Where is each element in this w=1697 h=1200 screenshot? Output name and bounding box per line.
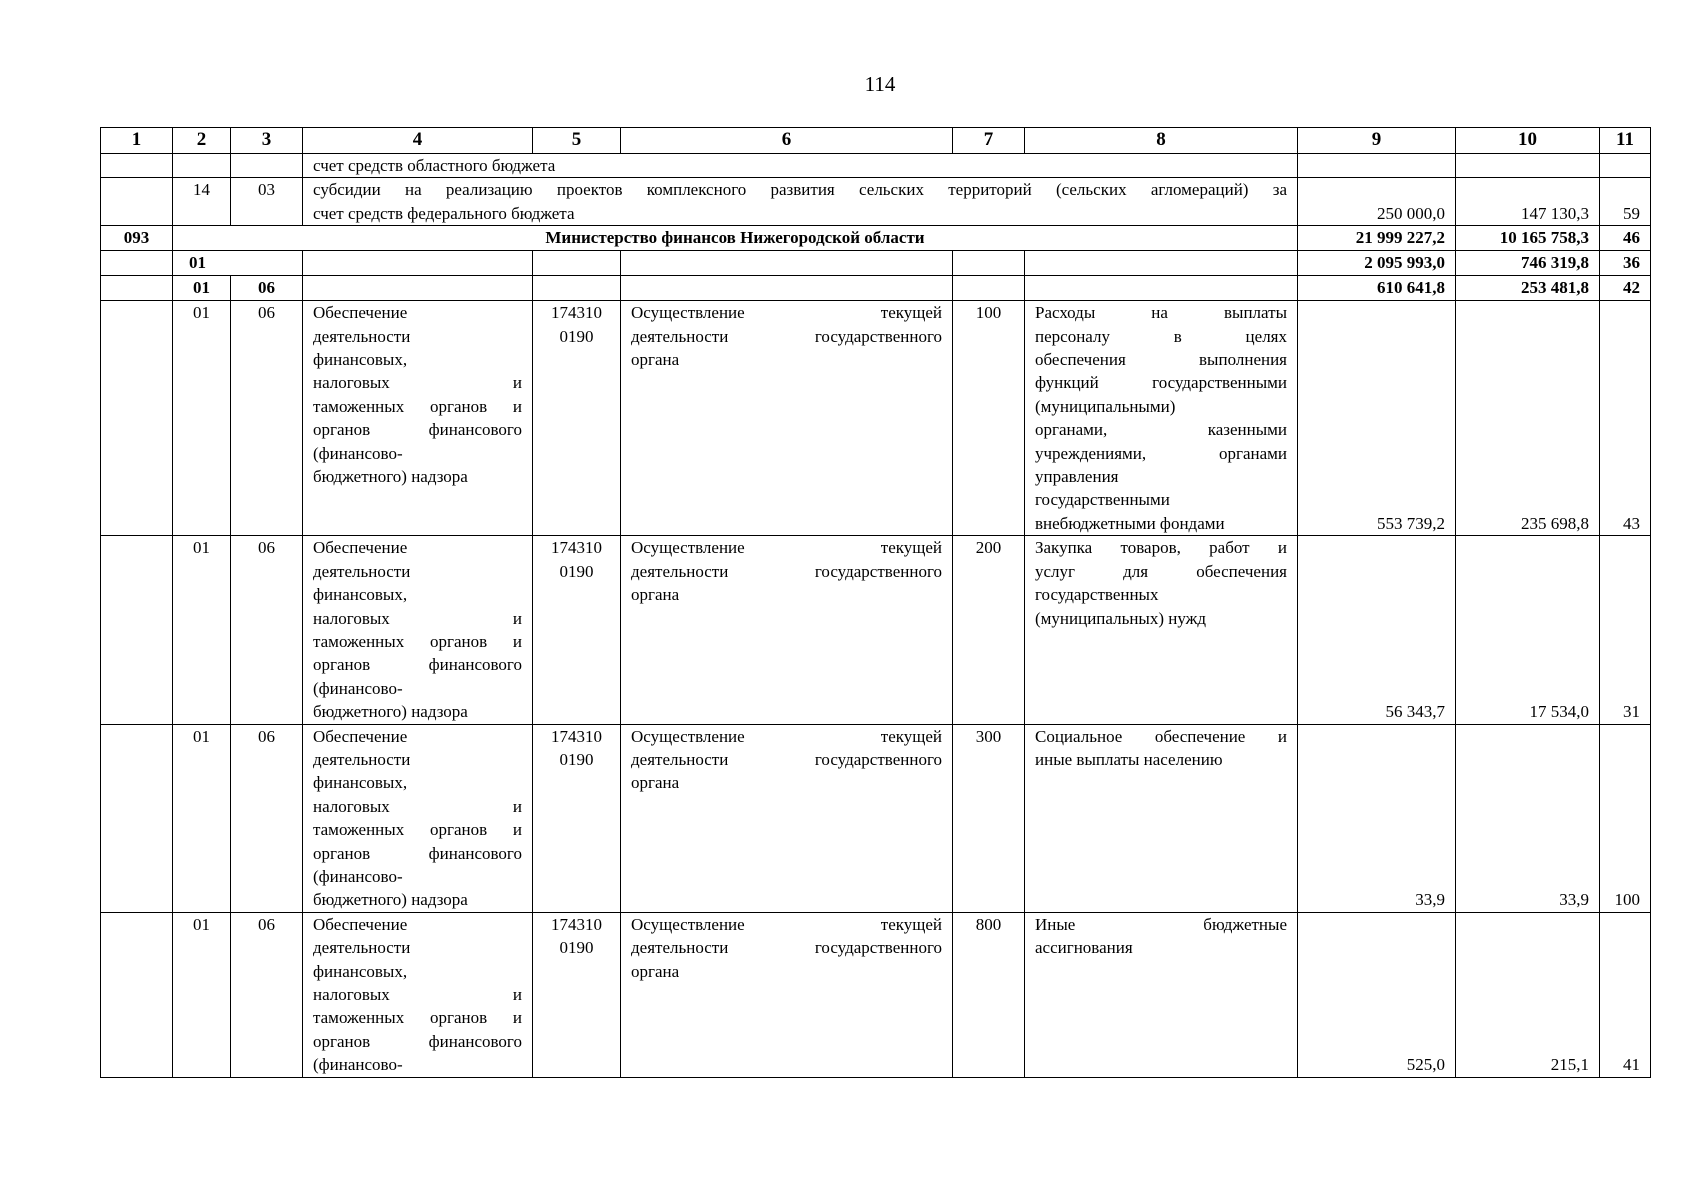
- subsidy-text-line1: субсидии на реализацию проектов комплексного развития сельских территорий (сельских агломераций) за: [313, 180, 1287, 200]
- subsidy-text-line2: счет средств федерального бюджета: [313, 203, 575, 223]
- section-code: 14: [173, 178, 231, 226]
- plan-amount: 21 999 227,2: [1298, 226, 1456, 251]
- expense-type-description: Иные бюджетные ассигнования: [1025, 912, 1298, 1077]
- column-header: 1: [101, 128, 173, 154]
- actual-amount: 17 534,0: [1456, 536, 1600, 724]
- section-code: 01: [173, 912, 231, 1077]
- expense-type-code: 100: [953, 301, 1025, 536]
- expense-type-code: 200: [953, 536, 1025, 724]
- subsection-code: 06: [231, 276, 303, 301]
- table-row: [101, 536, 1651, 724]
- actual-amount: 253 481,8: [1456, 276, 1600, 301]
- percent-executed: 43: [1600, 301, 1651, 536]
- column-header: 8: [1025, 128, 1298, 154]
- section-code: 01: [173, 536, 231, 724]
- table-row: [101, 276, 1651, 301]
- percent-executed: 59: [1600, 178, 1651, 226]
- ministry-title: Министерство финансов Нижегородской области: [173, 226, 1298, 251]
- target-article-code: 174310 0190: [533, 724, 621, 912]
- expense-type-code: 300: [953, 724, 1025, 912]
- target-article-code: 174310 0190: [533, 912, 621, 1077]
- actual-amount: 33,9: [1456, 724, 1600, 912]
- section-code: 01: [173, 251, 303, 276]
- actual-amount: 215,1: [1456, 912, 1600, 1077]
- purpose-description: Обеспечение деятельности финансовых, налоговых и таможенных органов и органов финансового (финансово- бюджетного) надзора: [303, 536, 533, 724]
- subsidy-text: [303, 178, 1298, 226]
- plan-amount: 250 000,0: [1298, 178, 1456, 226]
- column-header: 10: [1456, 128, 1600, 154]
- section-code: 01: [173, 301, 231, 536]
- column-header: 5: [533, 128, 621, 154]
- purpose-description: Обеспечение деятельности финансовых, налоговых и таможенных органов и органов финансового (финансово- бюджетного) надзора: [303, 301, 533, 536]
- subsection-code: 06: [231, 724, 303, 912]
- expense-type-description: Расходы на выплаты персоналу в целях обеспечения выполнения функций государственными (муниципальными) органами, казенными учреждениями, органами управления государственными внебюджетными фондами: [1025, 301, 1298, 536]
- expense-type-description: Социальное обеспечение и иные выплаты населению: [1025, 724, 1298, 912]
- table-row: [101, 251, 1651, 276]
- target-article-code: 174310 0190: [533, 301, 621, 536]
- plan-amount: 553 739,2: [1298, 301, 1456, 536]
- table-row: [101, 912, 1651, 1077]
- activity-description: Осуществление текущей деятельности государственного органа: [621, 912, 953, 1077]
- expense-type-code: 800: [953, 912, 1025, 1077]
- section-code: 01: [173, 276, 231, 301]
- subsection-code: 06: [231, 912, 303, 1077]
- activity-description: Осуществление текущей деятельности государственного органа: [621, 536, 953, 724]
- column-header: 7: [953, 128, 1025, 154]
- purpose-description: Обеспечение деятельности финансовых, налоговых и таможенных органов и органов финансового (финансово- бюджетного) надзора: [303, 724, 533, 912]
- page-number: 114: [864, 72, 896, 96]
- actual-amount: 746 319,8: [1456, 251, 1600, 276]
- plan-amount: 56 343,7: [1298, 536, 1456, 724]
- subsection-code: 03: [231, 178, 303, 226]
- table-row: [101, 154, 1651, 178]
- table-row: [101, 178, 1651, 226]
- table-row: [101, 301, 1651, 536]
- budget-table: [100, 127, 1651, 1078]
- percent-executed: 46: [1600, 226, 1651, 251]
- ministry-code: 093: [101, 226, 173, 251]
- percent-executed: 42: [1600, 276, 1651, 301]
- column-header: 4: [303, 128, 533, 154]
- table-row: [101, 724, 1651, 912]
- actual-amount: 10 165 758,3: [1456, 226, 1600, 251]
- plan-amount: 610 641,8: [1298, 276, 1456, 301]
- purpose-description: Обеспечение деятельности финансовых, налоговых и таможенных органов и органов финансового (финансово-: [303, 912, 533, 1077]
- activity-description: Осуществление текущей деятельности государственного органа: [621, 301, 953, 536]
- plan-amount: 33,9: [1298, 724, 1456, 912]
- column-header: 9: [1298, 128, 1456, 154]
- percent-executed: 100: [1600, 724, 1651, 912]
- subsection-code: 06: [231, 536, 303, 724]
- column-header: 3: [231, 128, 303, 154]
- column-header: 11: [1600, 128, 1651, 154]
- section-code: 01: [173, 724, 231, 912]
- percent-executed: 41: [1600, 912, 1651, 1077]
- plan-amount: 525,0: [1298, 912, 1456, 1077]
- column-header: 6: [621, 128, 953, 154]
- percent-executed: 36: [1600, 251, 1651, 276]
- percent-executed: 31: [1600, 536, 1651, 724]
- activity-description: Осуществление текущей деятельности государственного органа: [621, 724, 953, 912]
- plan-amount: 2 095 993,0: [1298, 251, 1456, 276]
- column-header: 2: [173, 128, 231, 154]
- target-article-code: 174310 0190: [533, 536, 621, 724]
- actual-amount: 235 698,8: [1456, 301, 1600, 536]
- expense-type-description: Закупка товаров, работ и услуг для обеспечения государственных (муниципальных) нужд: [1025, 536, 1298, 724]
- table-row: [101, 226, 1651, 251]
- subsection-code: 06: [231, 301, 303, 536]
- actual-amount: 147 130,3: [1456, 178, 1600, 226]
- continuation-text: счет средств областного бюджета: [303, 154, 1298, 178]
- table-header-row: [101, 128, 1651, 154]
